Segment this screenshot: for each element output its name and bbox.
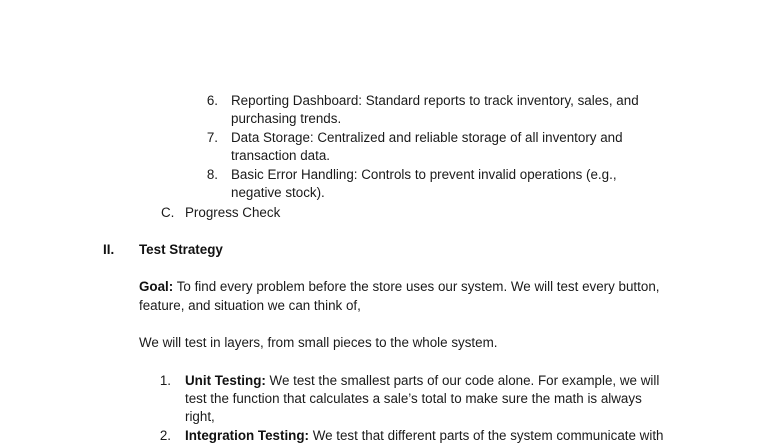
list-item-text: Reporting Dashboard: Standard reports to track inventory, sales, and <box>231 93 639 108</box>
testing-item-text: test the function that calculates a sale’s total to make sure the math is always <box>185 391 642 406</box>
goal-label: Goal: <box>139 279 174 294</box>
testing-item-text: Unit Testing: We test the smallest parts of our code alone. For example, we will <box>185 373 660 388</box>
section-numeral: II. <box>103 242 115 257</box>
goal-text-line2: feature, and situation we can think of, <box>139 298 361 313</box>
list-number: 8. <box>206 167 218 182</box>
list-number: 1. <box>159 373 171 388</box>
section-title: Test Strategy <box>139 242 223 257</box>
sub-item-letter: C. <box>161 205 175 220</box>
list-item-text: transaction data. <box>231 148 331 163</box>
list-number: 7. <box>206 130 218 145</box>
list-item-text: Basic Error Handling: Controls to prevent invalid operations (e.g., <box>231 167 617 182</box>
list-item-text: purchasing trends. <box>231 111 342 126</box>
list-number: 6. <box>206 93 218 108</box>
layers-paragraph: We will test in layers, from small pieces to the whole system. <box>139 335 498 350</box>
testing-item-text: Integration Testing: We test that different parts of the system communicate with <box>185 428 664 443</box>
list-number: 2. <box>159 428 171 443</box>
sub-item-text: Progress Check <box>185 205 281 220</box>
testing-item-label: Integration Testing: <box>185 428 309 443</box>
goal-paragraph <box>139 278 660 297</box>
testing-item-text: right, <box>185 409 215 424</box>
testing-item-label: Unit Testing: <box>185 373 266 388</box>
goal-text: To find every problem before the store uses our system. We will test every button, <box>173 279 660 294</box>
list-item-text: negative stock). <box>231 185 325 200</box>
list-item-text: Data Storage: Centralized and reliable storage of all inventory and <box>231 130 623 145</box>
